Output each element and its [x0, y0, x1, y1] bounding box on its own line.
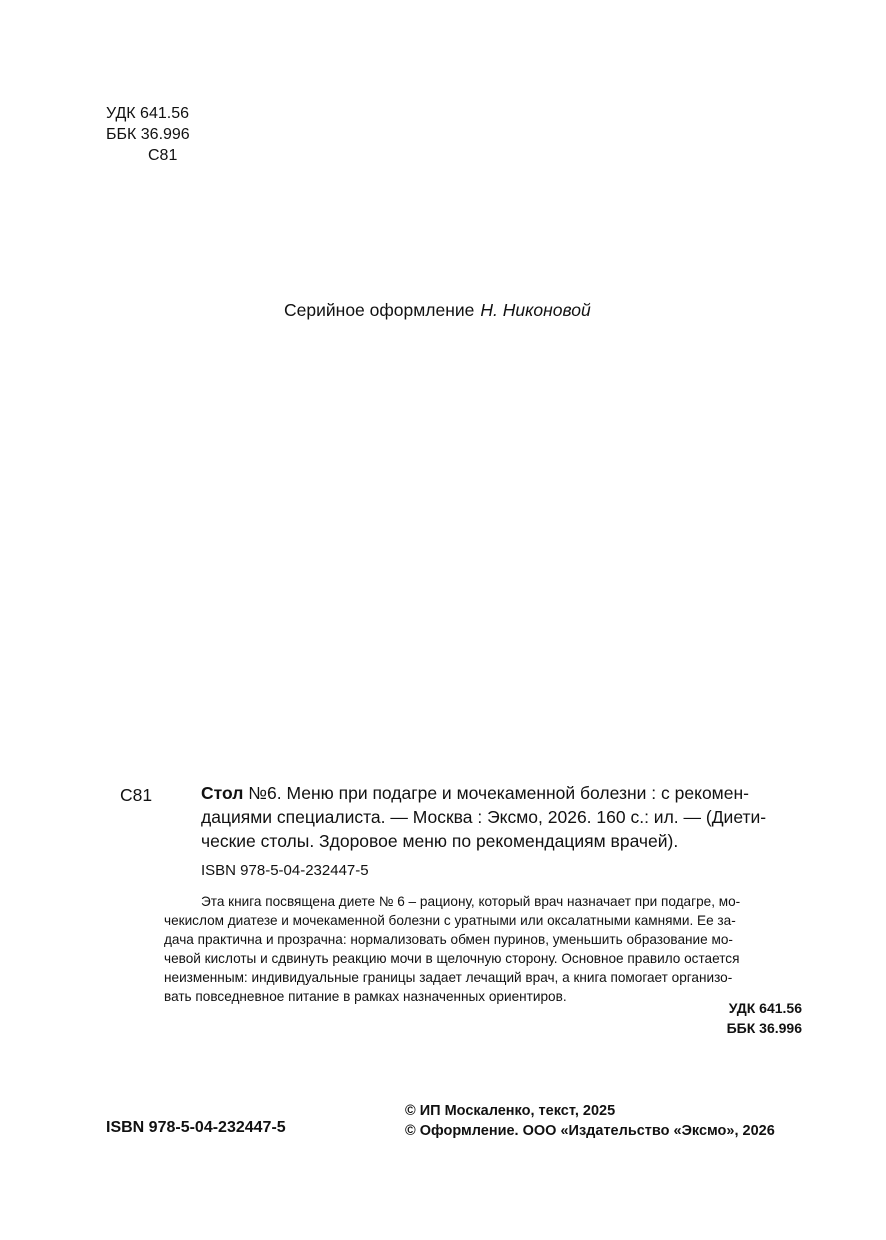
annotation-line: чевой кислоты и сдвинуть реакцию мочи в щелочную сторону. Основное правило остается [164, 951, 740, 966]
book-title-bold: Стол [201, 783, 244, 803]
biblio-line-2: дациями специалиста. — Москва : Эксмо, 2026. 160 с.: ил. — (Диети- [201, 807, 767, 827]
author-sign-main: С81 [120, 785, 153, 805]
top-classification-codes [106, 103, 190, 166]
annotation [164, 892, 804, 1006]
biblio-line-1 [201, 781, 804, 805]
isbn-record: ISBN 978-5-04-232447-5 [201, 862, 369, 879]
series-designer-name: Н. Никоновой [480, 300, 591, 320]
bbk-code-bottom: ББК 36.996 [726, 1020, 802, 1036]
isbn-bottom: ISBN 978-5-04-232447-5 [106, 1119, 286, 1136]
annotation-line: вать повседневное питание в рамках назначенных ориентиров. [164, 989, 567, 1004]
copyright-design-line: © Оформление. ООО «Издательство «Эксмо», 2026 [405, 1123, 775, 1139]
annotation-line: дача практична и прозрачна: нормализовать обмен пуринов, уменьшить образование мо- [164, 932, 733, 947]
udk-code-top: УДК 641.56 [106, 105, 189, 122]
bibliographic-record [201, 781, 804, 853]
bottom-classification-codes [727, 998, 802, 1038]
copyright-block [405, 1101, 775, 1141]
bbk-code-top: ББК 36.996 [106, 126, 190, 143]
biblio-line-1-rest: №6. Меню при подагре и мочекаменной болезни : с рекомен- [243, 783, 749, 803]
series-design-credit [284, 300, 591, 321]
author-sign-top: С81 [148, 147, 178, 164]
annotation-line: неизменным: индивидуальные границы задает лечащий врач, а книга помогает организо- [164, 970, 733, 985]
annotation-line: Эта книга посвящена диете № 6 – рациону, который врач назначает при подагре, мо- [201, 894, 741, 909]
series-design-label: Серийное оформление [284, 300, 475, 320]
copyright-text-line: © ИП Москаленко, текст, 2025 [405, 1103, 616, 1119]
biblio-line-3: ческие столы. Здоровое меню по рекомендациям врачей). [201, 831, 679, 851]
annotation-line: чекислом диатезе и мочекаменной болезни с уратными или оксалатными камнями. Ее за- [164, 913, 736, 928]
udk-code-bottom: УДК 641.56 [728, 1000, 802, 1016]
